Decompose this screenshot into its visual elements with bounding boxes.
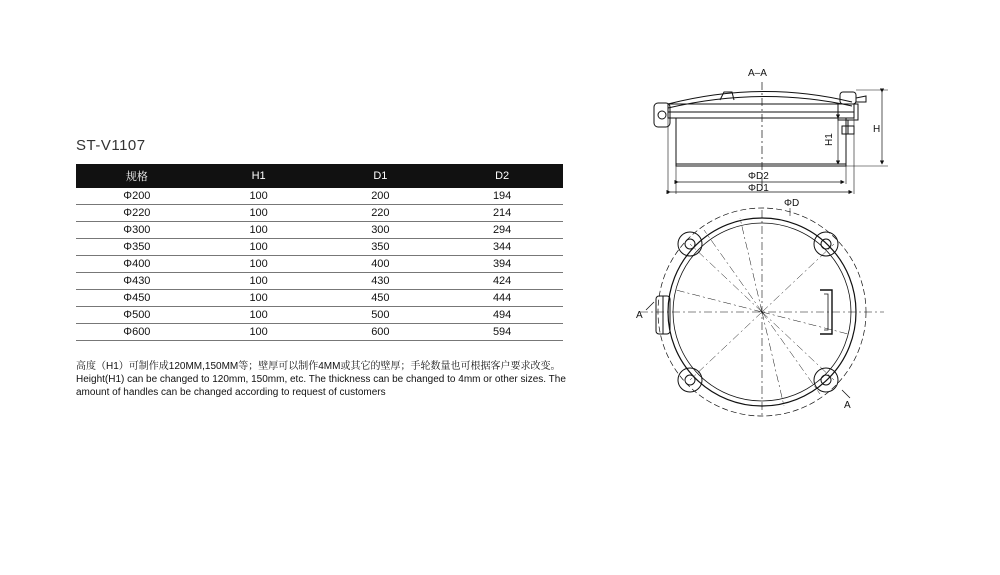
table-cell: Φ350 xyxy=(76,239,198,256)
cylinder-body xyxy=(676,118,846,166)
table-cell: 400 xyxy=(320,256,442,273)
table-cell: 100 xyxy=(198,205,320,222)
header-d1: D1 xyxy=(320,164,442,188)
section-label: A–A xyxy=(748,68,767,79)
table-cell: 100 xyxy=(198,307,320,324)
table-cell: 494 xyxy=(441,307,563,324)
table-cell: Φ220 xyxy=(76,205,198,222)
table-cell: 300 xyxy=(320,222,442,239)
section-view xyxy=(654,68,888,194)
table-cell: 220 xyxy=(320,205,442,222)
table-cell: 350 xyxy=(320,239,442,256)
knob-bottom-right xyxy=(814,368,838,392)
section-marker-a-left: A xyxy=(636,310,643,321)
table-cell: 424 xyxy=(441,273,563,290)
table-cell: 444 xyxy=(441,290,563,307)
table-cell: 594 xyxy=(441,324,563,341)
table-cell: Φ600 xyxy=(76,324,198,341)
handwheel-clamp xyxy=(838,92,866,134)
dim-d: ΦD xyxy=(784,198,800,209)
table-cell: 100 xyxy=(198,222,320,239)
table-cell: 344 xyxy=(441,239,563,256)
note-chinese: 高度（H1）可制作成120MM,150MM等；壁厚可以制作4MM或其它的壁厚；手轮数量也可根据客户要求改变。 xyxy=(76,361,561,372)
header-h1: H1 xyxy=(198,164,320,188)
model-title: ST-V1107 xyxy=(76,137,146,154)
lid-flange xyxy=(668,104,854,118)
table-cell: 100 xyxy=(198,273,320,290)
table-cell: 100 xyxy=(198,239,320,256)
table-cell: 100 xyxy=(198,324,320,341)
table-cell: Φ450 xyxy=(76,290,198,307)
section-marker-a-right: A xyxy=(844,400,851,411)
dim-d2: ΦD2 xyxy=(748,171,769,182)
table-cell: 394 xyxy=(441,256,563,273)
header-d2: D2 xyxy=(441,164,563,188)
table-cell: Φ500 xyxy=(76,307,198,324)
header-spec: 规格 xyxy=(76,164,198,188)
table-cell: Φ300 xyxy=(76,222,198,239)
knob-top-right xyxy=(814,232,838,256)
table-cell: Φ430 xyxy=(76,273,198,290)
table-cell: Φ400 xyxy=(76,256,198,273)
table-cell: 214 xyxy=(441,205,563,222)
table-cell: 100 xyxy=(198,188,320,205)
table-cell: 100 xyxy=(198,256,320,273)
dim-h1: H1 xyxy=(824,133,835,146)
table-cell: 200 xyxy=(320,188,442,205)
table-cell: 194 xyxy=(441,188,563,205)
dim-h: H xyxy=(873,124,881,135)
table-cell: 450 xyxy=(320,290,442,307)
table-cell: Φ200 xyxy=(76,188,198,205)
table-cell: 430 xyxy=(320,273,442,290)
table-cell: 100 xyxy=(198,290,320,307)
table-cell: 294 xyxy=(441,222,563,239)
top-view xyxy=(640,208,884,416)
note-english: Height(H1) can be changed to 120mm, 150mm, etc. The thickness can be changed to 4mm or other sizes. The amount of handles can be changed according to request of customers xyxy=(76,374,566,398)
table-cell: 600 xyxy=(320,324,442,341)
table-cell: 500 xyxy=(320,307,442,324)
dim-d1: ΦD1 xyxy=(748,183,769,194)
